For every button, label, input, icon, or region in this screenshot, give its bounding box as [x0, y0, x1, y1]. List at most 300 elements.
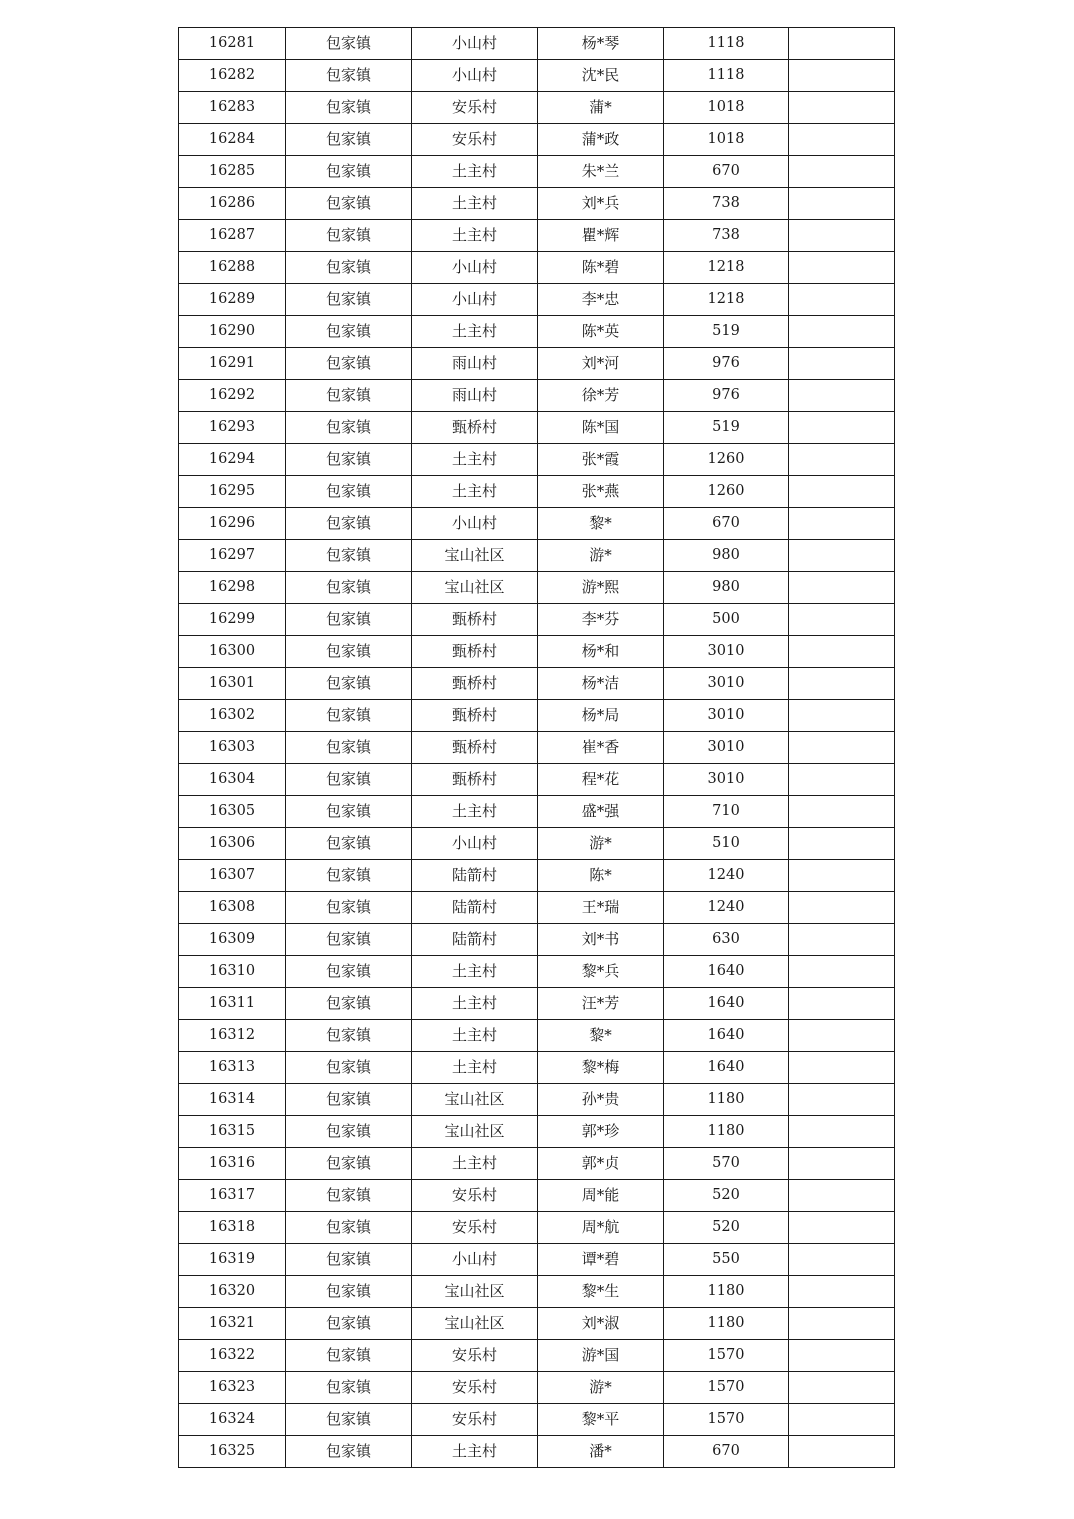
- cell-village: 土主村: [412, 1148, 538, 1180]
- cell-town: 包家镇: [286, 348, 412, 380]
- cell-name: 王*瑞: [538, 892, 664, 924]
- cell-village: 宝山社区: [412, 1116, 538, 1148]
- cell-note: [789, 1340, 895, 1372]
- cell-id: 16294: [179, 444, 286, 476]
- cell-id: 16306: [179, 828, 286, 860]
- cell-village: 安乐村: [412, 1180, 538, 1212]
- cell-name: 潘*: [538, 1436, 664, 1468]
- cell-note: [789, 252, 895, 284]
- table-row: [179, 92, 895, 124]
- cell-name: 游*: [538, 1372, 664, 1404]
- cell-amount: 3010: [664, 700, 789, 732]
- cell-id: 16312: [179, 1020, 286, 1052]
- table-row: [179, 732, 895, 764]
- cell-note: [789, 1308, 895, 1340]
- table-row: [179, 1116, 895, 1148]
- cell-id: 16300: [179, 636, 286, 668]
- cell-village: 土主村: [412, 1436, 538, 1468]
- cell-name: 沈*民: [538, 60, 664, 92]
- cell-name: 杨*局: [538, 700, 664, 732]
- cell-town: 包家镇: [286, 764, 412, 796]
- cell-town: 包家镇: [286, 796, 412, 828]
- table-row: [179, 540, 895, 572]
- cell-village: 土主村: [412, 796, 538, 828]
- table-row: [179, 1148, 895, 1180]
- table-row: [179, 124, 895, 156]
- cell-name: 郭*贞: [538, 1148, 664, 1180]
- cell-amount: 1180: [664, 1116, 789, 1148]
- cell-town: 包家镇: [286, 1276, 412, 1308]
- cell-name: 蒲*: [538, 92, 664, 124]
- cell-amount: 1640: [664, 988, 789, 1020]
- cell-note: [789, 796, 895, 828]
- cell-village: 小山村: [412, 252, 538, 284]
- cell-name: 崔*香: [538, 732, 664, 764]
- table-row: [179, 604, 895, 636]
- cell-name: 汪*芳: [538, 988, 664, 1020]
- cell-village: 陆箭村: [412, 860, 538, 892]
- cell-note: [789, 604, 895, 636]
- table-row: [179, 700, 895, 732]
- cell-town: 包家镇: [286, 412, 412, 444]
- cell-village: 小山村: [412, 828, 538, 860]
- cell-note: [789, 124, 895, 156]
- cell-id: 16288: [179, 252, 286, 284]
- cell-town: 包家镇: [286, 1084, 412, 1116]
- cell-note: [789, 1436, 895, 1468]
- table-body: [179, 28, 895, 1468]
- cell-amount: 1118: [664, 28, 789, 60]
- table-row: [179, 668, 895, 700]
- cell-name: 杨*和: [538, 636, 664, 668]
- cell-note: [789, 28, 895, 60]
- cell-town: 包家镇: [286, 956, 412, 988]
- cell-amount: 976: [664, 348, 789, 380]
- cell-village: 宝山社区: [412, 1276, 538, 1308]
- cell-note: [789, 1084, 895, 1116]
- table-row: [179, 1244, 895, 1276]
- cell-village: 土主村: [412, 988, 538, 1020]
- cell-id: 16309: [179, 924, 286, 956]
- cell-village: 甄桥村: [412, 668, 538, 700]
- table-row: [179, 380, 895, 412]
- cell-amount: 1218: [664, 252, 789, 284]
- cell-id: 16290: [179, 316, 286, 348]
- cell-village: 甄桥村: [412, 604, 538, 636]
- cell-amount: 3010: [664, 732, 789, 764]
- cell-id: 16314: [179, 1084, 286, 1116]
- cell-note: [789, 348, 895, 380]
- cell-town: 包家镇: [286, 1212, 412, 1244]
- cell-id: 16313: [179, 1052, 286, 1084]
- table-row: [179, 348, 895, 380]
- cell-id: 16295: [179, 476, 286, 508]
- table-row: [179, 1084, 895, 1116]
- cell-town: 包家镇: [286, 1340, 412, 1372]
- cell-name: 刘*兵: [538, 188, 664, 220]
- cell-name: 朱*兰: [538, 156, 664, 188]
- cell-amount: 1240: [664, 860, 789, 892]
- cell-village: 小山村: [412, 60, 538, 92]
- cell-town: 包家镇: [286, 92, 412, 124]
- cell-village: 安乐村: [412, 1340, 538, 1372]
- cell-amount: 1260: [664, 444, 789, 476]
- cell-id: 16297: [179, 540, 286, 572]
- cell-amount: 1240: [664, 892, 789, 924]
- cell-id: 16307: [179, 860, 286, 892]
- cell-id: 16291: [179, 348, 286, 380]
- cell-amount: 1218: [664, 284, 789, 316]
- cell-amount: 1570: [664, 1404, 789, 1436]
- cell-town: 包家镇: [286, 1244, 412, 1276]
- cell-amount: 1118: [664, 60, 789, 92]
- cell-town: 包家镇: [286, 700, 412, 732]
- cell-id: 16322: [179, 1340, 286, 1372]
- cell-amount: 1640: [664, 1020, 789, 1052]
- cell-amount: 500: [664, 604, 789, 636]
- cell-amount: 519: [664, 316, 789, 348]
- cell-note: [789, 988, 895, 1020]
- cell-amount: 670: [664, 508, 789, 540]
- cell-id: 16285: [179, 156, 286, 188]
- cell-note: [789, 1052, 895, 1084]
- cell-amount: 1018: [664, 92, 789, 124]
- cell-id: 16320: [179, 1276, 286, 1308]
- cell-town: 包家镇: [286, 1116, 412, 1148]
- table-row: [179, 476, 895, 508]
- cell-note: [789, 1372, 895, 1404]
- cell-amount: 519: [664, 412, 789, 444]
- cell-id: 16293: [179, 412, 286, 444]
- cell-village: 甄桥村: [412, 700, 538, 732]
- cell-note: [789, 924, 895, 956]
- cell-name: 陈*碧: [538, 252, 664, 284]
- cell-id: 16324: [179, 1404, 286, 1436]
- cell-note: [789, 412, 895, 444]
- cell-town: 包家镇: [286, 732, 412, 764]
- cell-town: 包家镇: [286, 540, 412, 572]
- cell-town: 包家镇: [286, 60, 412, 92]
- cell-amount: 980: [664, 540, 789, 572]
- cell-amount: 670: [664, 1436, 789, 1468]
- cell-note: [789, 380, 895, 412]
- cell-amount: 520: [664, 1180, 789, 1212]
- table-row: [179, 924, 895, 956]
- cell-town: 包家镇: [286, 316, 412, 348]
- table-row: [179, 1020, 895, 1052]
- cell-amount: 1180: [664, 1276, 789, 1308]
- cell-amount: 630: [664, 924, 789, 956]
- cell-note: [789, 764, 895, 796]
- cell-village: 安乐村: [412, 1372, 538, 1404]
- cell-village: 小山村: [412, 284, 538, 316]
- cell-amount: 1260: [664, 476, 789, 508]
- cell-name: 徐*芳: [538, 380, 664, 412]
- cell-town: 包家镇: [286, 988, 412, 1020]
- cell-id: 16298: [179, 572, 286, 604]
- table-row: [179, 988, 895, 1020]
- data-table: [178, 27, 895, 1468]
- cell-note: [789, 700, 895, 732]
- cell-town: 包家镇: [286, 860, 412, 892]
- cell-village: 甄桥村: [412, 764, 538, 796]
- cell-note: [789, 508, 895, 540]
- cell-village: 甄桥村: [412, 412, 538, 444]
- cell-name: 黎*平: [538, 1404, 664, 1436]
- cell-amount: 980: [664, 572, 789, 604]
- table-row: [179, 1436, 895, 1468]
- cell-village: 土主村: [412, 956, 538, 988]
- cell-village: 安乐村: [412, 124, 538, 156]
- cell-town: 包家镇: [286, 572, 412, 604]
- table-row: [179, 28, 895, 60]
- cell-name: 黎*生: [538, 1276, 664, 1308]
- cell-name: 黎*: [538, 508, 664, 540]
- cell-note: [789, 476, 895, 508]
- cell-town: 包家镇: [286, 892, 412, 924]
- cell-note: [789, 92, 895, 124]
- cell-amount: 670: [664, 156, 789, 188]
- cell-town: 包家镇: [286, 124, 412, 156]
- cell-village: 宝山社区: [412, 540, 538, 572]
- cell-id: 16301: [179, 668, 286, 700]
- cell-village: 宝山社区: [412, 1084, 538, 1116]
- cell-name: 刘*书: [538, 924, 664, 956]
- table-row: [179, 796, 895, 828]
- cell-name: 李*忠: [538, 284, 664, 316]
- cell-amount: 550: [664, 1244, 789, 1276]
- table-row: [179, 284, 895, 316]
- table-row: [179, 412, 895, 444]
- cell-name: 张*燕: [538, 476, 664, 508]
- cell-note: [789, 1244, 895, 1276]
- cell-name: 瞿*辉: [538, 220, 664, 252]
- cell-town: 包家镇: [286, 1020, 412, 1052]
- table-row: [179, 316, 895, 348]
- cell-name: 李*芬: [538, 604, 664, 636]
- cell-amount: 3010: [664, 636, 789, 668]
- cell-id: 16299: [179, 604, 286, 636]
- cell-id: 16318: [179, 1212, 286, 1244]
- cell-town: 包家镇: [286, 828, 412, 860]
- cell-id: 16316: [179, 1148, 286, 1180]
- table-row: [179, 60, 895, 92]
- cell-town: 包家镇: [286, 476, 412, 508]
- cell-id: 16317: [179, 1180, 286, 1212]
- cell-village: 土主村: [412, 188, 538, 220]
- cell-name: 张*霞: [538, 444, 664, 476]
- cell-village: 安乐村: [412, 1404, 538, 1436]
- cell-note: [789, 732, 895, 764]
- table-row: [179, 444, 895, 476]
- cell-name: 黎*: [538, 1020, 664, 1052]
- table-row: [179, 956, 895, 988]
- cell-town: 包家镇: [286, 604, 412, 636]
- cell-id: 16289: [179, 284, 286, 316]
- cell-name: 郭*珍: [538, 1116, 664, 1148]
- cell-id: 16303: [179, 732, 286, 764]
- cell-village: 安乐村: [412, 1212, 538, 1244]
- cell-town: 包家镇: [286, 28, 412, 60]
- cell-town: 包家镇: [286, 1308, 412, 1340]
- cell-village: 土主村: [412, 476, 538, 508]
- cell-name: 周*能: [538, 1180, 664, 1212]
- cell-name: 陈*英: [538, 316, 664, 348]
- cell-amount: 3010: [664, 668, 789, 700]
- cell-name: 陈*国: [538, 412, 664, 444]
- cell-name: 黎*梅: [538, 1052, 664, 1084]
- cell-village: 土主村: [412, 156, 538, 188]
- table-row: [179, 1404, 895, 1436]
- cell-town: 包家镇: [286, 252, 412, 284]
- cell-note: [789, 636, 895, 668]
- cell-amount: 738: [664, 220, 789, 252]
- cell-note: [789, 828, 895, 860]
- table-row: [179, 188, 895, 220]
- cell-id: 16281: [179, 28, 286, 60]
- table-row: [179, 764, 895, 796]
- cell-name: 游*: [538, 828, 664, 860]
- cell-id: 16292: [179, 380, 286, 412]
- cell-amount: 3010: [664, 764, 789, 796]
- cell-note: [789, 1404, 895, 1436]
- cell-note: [789, 1180, 895, 1212]
- table-row: [179, 1308, 895, 1340]
- cell-village: 陆箭村: [412, 892, 538, 924]
- cell-amount: 1570: [664, 1340, 789, 1372]
- cell-id: 16286: [179, 188, 286, 220]
- table-row: [179, 1372, 895, 1404]
- table-row: [179, 636, 895, 668]
- cell-note: [789, 60, 895, 92]
- cell-amount: 520: [664, 1212, 789, 1244]
- cell-id: 16321: [179, 1308, 286, 1340]
- cell-note: [789, 572, 895, 604]
- table-row: [179, 860, 895, 892]
- cell-town: 包家镇: [286, 1372, 412, 1404]
- table-row: [179, 252, 895, 284]
- cell-town: 包家镇: [286, 636, 412, 668]
- cell-name: 游*熙: [538, 572, 664, 604]
- table-row: [179, 1212, 895, 1244]
- cell-note: [789, 1212, 895, 1244]
- cell-amount: 1640: [664, 956, 789, 988]
- table-row: [179, 1340, 895, 1372]
- cell-village: 安乐村: [412, 92, 538, 124]
- cell-note: [789, 1116, 895, 1148]
- cell-note: [789, 540, 895, 572]
- cell-id: 16310: [179, 956, 286, 988]
- cell-town: 包家镇: [286, 220, 412, 252]
- cell-note: [789, 188, 895, 220]
- cell-town: 包家镇: [286, 380, 412, 412]
- cell-id: 16304: [179, 764, 286, 796]
- cell-village: 宝山社区: [412, 1308, 538, 1340]
- cell-town: 包家镇: [286, 284, 412, 316]
- cell-village: 雨山村: [412, 380, 538, 412]
- cell-village: 宝山社区: [412, 572, 538, 604]
- cell-village: 小山村: [412, 508, 538, 540]
- cell-note: [789, 1148, 895, 1180]
- cell-id: 16302: [179, 700, 286, 732]
- cell-amount: 510: [664, 828, 789, 860]
- cell-note: [789, 956, 895, 988]
- table-row: [179, 1180, 895, 1212]
- cell-town: 包家镇: [286, 668, 412, 700]
- cell-note: [789, 1276, 895, 1308]
- cell-name: 程*花: [538, 764, 664, 796]
- cell-id: 16296: [179, 508, 286, 540]
- table-row: [179, 1052, 895, 1084]
- cell-amount: 1018: [664, 124, 789, 156]
- cell-id: 16283: [179, 92, 286, 124]
- cell-note: [789, 1020, 895, 1052]
- cell-town: 包家镇: [286, 444, 412, 476]
- cell-amount: 1180: [664, 1308, 789, 1340]
- cell-town: 包家镇: [286, 1436, 412, 1468]
- cell-note: [789, 860, 895, 892]
- cell-note: [789, 316, 895, 348]
- cell-id: 16308: [179, 892, 286, 924]
- cell-name: 周*航: [538, 1212, 664, 1244]
- cell-amount: 1570: [664, 1372, 789, 1404]
- cell-id: 16311: [179, 988, 286, 1020]
- cell-amount: 1640: [664, 1052, 789, 1084]
- cell-village: 甄桥村: [412, 732, 538, 764]
- table-row: [179, 572, 895, 604]
- cell-name: 刘*淑: [538, 1308, 664, 1340]
- cell-town: 包家镇: [286, 924, 412, 956]
- cell-name: 杨*琴: [538, 28, 664, 60]
- table-row: [179, 508, 895, 540]
- cell-note: [789, 284, 895, 316]
- cell-village: 小山村: [412, 1244, 538, 1276]
- cell-id: 16305: [179, 796, 286, 828]
- cell-id: 16323: [179, 1372, 286, 1404]
- cell-village: 土主村: [412, 1052, 538, 1084]
- cell-id: 16315: [179, 1116, 286, 1148]
- cell-id: 16287: [179, 220, 286, 252]
- cell-town: 包家镇: [286, 1052, 412, 1084]
- cell-name: 蒲*政: [538, 124, 664, 156]
- cell-note: [789, 220, 895, 252]
- cell-id: 16319: [179, 1244, 286, 1276]
- cell-name: 谭*碧: [538, 1244, 664, 1276]
- cell-name: 孙*贵: [538, 1084, 664, 1116]
- cell-name: 杨*洁: [538, 668, 664, 700]
- table-row: [179, 156, 895, 188]
- cell-town: 包家镇: [286, 1148, 412, 1180]
- cell-amount: 710: [664, 796, 789, 828]
- cell-village: 土主村: [412, 444, 538, 476]
- table-row: [179, 1276, 895, 1308]
- cell-id: 16325: [179, 1436, 286, 1468]
- cell-id: 16282: [179, 60, 286, 92]
- cell-name: 游*国: [538, 1340, 664, 1372]
- table-row: [179, 220, 895, 252]
- cell-village: 土主村: [412, 316, 538, 348]
- cell-village: 土主村: [412, 220, 538, 252]
- cell-id: 16284: [179, 124, 286, 156]
- cell-village: 陆箭村: [412, 924, 538, 956]
- cell-note: [789, 156, 895, 188]
- cell-town: 包家镇: [286, 1404, 412, 1436]
- cell-town: 包家镇: [286, 1180, 412, 1212]
- cell-note: [789, 892, 895, 924]
- cell-village: 小山村: [412, 28, 538, 60]
- cell-name: 黎*兵: [538, 956, 664, 988]
- cell-name: 游*: [538, 540, 664, 572]
